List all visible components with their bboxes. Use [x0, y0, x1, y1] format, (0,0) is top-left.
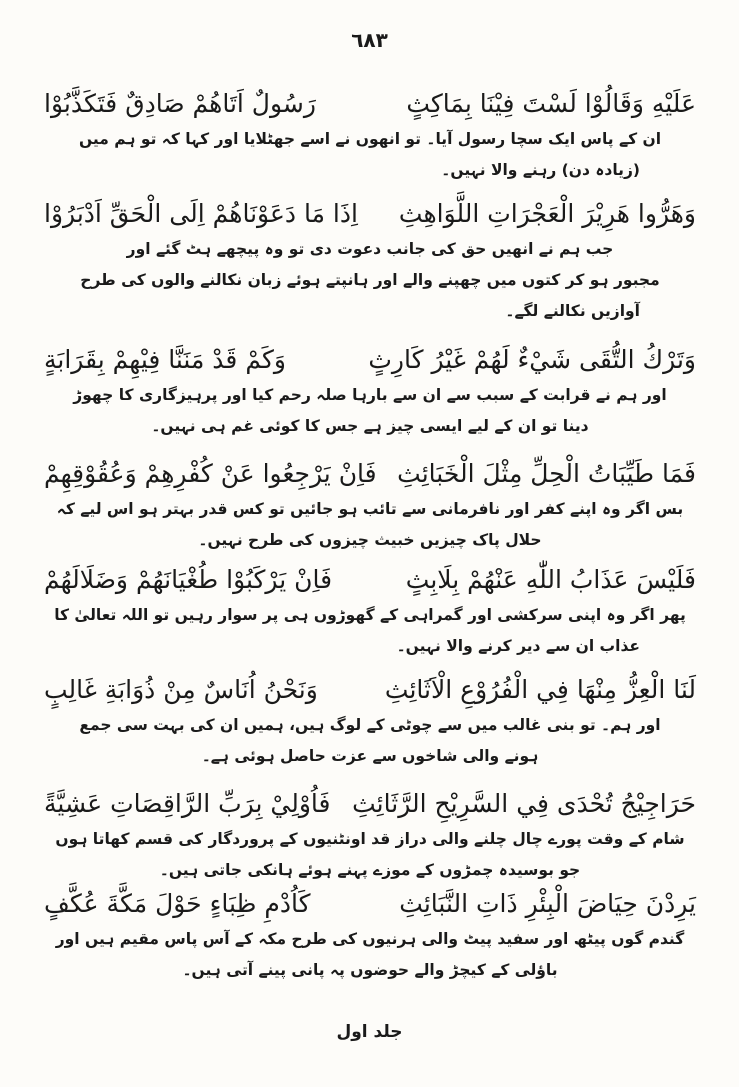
verse-couplet: [40, 84, 700, 124]
stanza-3: [40, 340, 700, 442]
verse-hemistich-second: لَنَا الْعِزُّ مِنْهَا فِي الْفُرُوْعِ الْاَثَائِثِ: [384, 675, 696, 704]
translation-line: عذاب ان سے دیر کرنے والا نہیں۔: [396, 637, 640, 655]
verse-hemistich-second: فَلَيْسَ عَذَابُ اللّٰهِ عَنْهُمْ بِلَابِثٍ: [405, 565, 696, 594]
stanza-6: [40, 670, 700, 772]
verse-hemistich-first: وَكَمْ قَدْ مَنَنَّا فِيْهِمْ بِقَرَابَةٍ: [44, 345, 286, 374]
translation-line: شام کے وقت پورے چال چلنے والی دراز قد اونٹنیوں کے پروردگار کی قسم کھاتا ہوں: [55, 830, 685, 848]
translation-line: پھر اگر وہ اپنی سرکشی اور گمراہی کے گھوڑوں ہی پر سوار رہیں تو اللہ تعالیٰ کا: [54, 606, 686, 624]
verse-hemistich-second: فَمَا طَيِّبَاتُ الْحِلِّ مِثْلَ الْخَبَائِثِ: [397, 459, 696, 488]
verse-hemistich-second: يَرِدْنَ حِيَاضَ الْبِئْرِ ذَاتِ النَّبَائِثِ: [399, 889, 696, 918]
stanza-8: [40, 884, 700, 986]
verse-hemistich-first: فَاُوْلِيْ بِرَبِّ الرَّاقِصَاتِ عَشِيَّةً: [44, 789, 331, 818]
translation-line: باؤلی کے کیچڑ والے حوضوں پہ پانی پینے آتی ہیں۔: [182, 961, 558, 979]
verse-hemistich-second: وَهَرُّوا هَرِيْرَ الْعَجْرَاتِ اللَّوَاهِثِ: [398, 199, 696, 228]
page-number: ٦٨٣: [351, 28, 388, 52]
verse-hemistich-first: كَاُدْمِ ظِبَاءٍ حَوْلَ مَكَّةَ عُكَّفٍ: [44, 889, 311, 918]
translation-line: ہونے والی شاخوں سے عزت حاصل ہوئی ہے۔: [201, 747, 539, 765]
volume-footer: جلد اول: [336, 1022, 403, 1042]
translation-line: اور ہم۔ تو بنی غالب میں سے چوٹی کے لوگ ہیں، ہمیں ان کی بہت سی جمع: [79, 716, 661, 734]
stanza-7: [40, 784, 700, 886]
stanza-2: [40, 194, 700, 327]
translation-line: بس اگر وہ اپنے کفر اور نافرمانی سے تائب ہو جائیں تو کس قدر بہتر ہو اس لیے کہ: [56, 500, 684, 518]
verse-hemistich-second: حَرَاجِيْجُ تُحْدَى فِي السَّرِيْحِ الرَّثَائِثِ: [352, 789, 696, 818]
translation-line: (زیادہ دن) رہنے والا نہیں۔: [441, 161, 640, 179]
verse-couplet: [40, 560, 700, 600]
verse-couplet: [40, 340, 700, 380]
stanza-5: [40, 560, 700, 662]
translation-line: اور ہم نے قرابت کے سبب سے ان سے بارہا صلہ رحم کیا اور پرہیزگاری کا چھوڑ: [73, 386, 667, 404]
verse-hemistich-first: رَسُولٌ اَتَاهُمْ صَادِقٌ فَتَكَذَّبُوْا: [44, 89, 316, 118]
stanza-1: [40, 84, 700, 186]
verse-couplet: [40, 784, 700, 824]
verse-couplet: [40, 670, 700, 710]
translation-line: دینا تو ان کے لیے ایسی چیز ہے جس کا کوئی غم ہی نہیں۔: [151, 417, 589, 435]
translation-line: حلال پاک چیزیں خبیث چیزوں کی طرح نہیں۔: [198, 531, 542, 549]
verse-couplet: [40, 194, 700, 234]
verse-hemistich-first: اِذَا مَا دَعَوْنَاهُمْ اِلَى الْحَقِّ اَدْبَرُوْا: [44, 199, 358, 228]
translation-line: گندم گوں پیٹھ اور سفید پیٹ والی ہرنیوں کی طرح مکہ کے آس پاس مقیم ہیں اور: [55, 930, 685, 948]
verse-couplet: [40, 884, 700, 924]
translation-line: مجبور ہو کر کتوں میں چھپنے والے اور ہانپتے ہوئے زبان نکالنے والوں کی طرح: [80, 271, 660, 289]
translation-line: ان کے پاس ایک سچا رسول آیا۔ تو انھوں نے اسے جھٹلایا اور کہا کہ تو ہم میں: [78, 130, 662, 148]
verse-couplet: [40, 454, 700, 494]
translation-line: جب ہم نے انھیں حق کی جانب دعوت دی تو وہ پیچھے ہٹ گئے اور: [126, 240, 614, 258]
translation-line: جو بوسیدہ چمڑوں کے موزے پہنے ہوئے ہانکی جاتی ہیں۔: [159, 861, 581, 879]
verse-hemistich-second: عَلَيْهِ وَقَالُوْا لَسْتَ فِيْنَا بِمَاكِثٍ: [406, 89, 696, 118]
verse-hemistich-first: وَنَحْنُ اُنَاسٌ مِنْ ذُوَابَةِ غَالِبٍ: [44, 675, 318, 704]
stanza-4: [40, 454, 700, 556]
verse-hemistich-first: فَاِنْ يَرْكَبُوْا طُغْيَانَهُمْ وَضَلَالَهُمْ: [44, 565, 333, 594]
verse-hemistich-first: فَاِنْ يَرْجِعُوا عَنْ كُفْرِهِمْ وَعُقُوْقِهِمْ: [44, 459, 377, 488]
verse-hemistich-second: وَتَرْكُ التُّقَى شَيْءٌ لَهُمْ غَيْرُ كَارِثٍ: [368, 345, 696, 374]
translation-line: آوازیں نکالنے لگے۔: [505, 302, 640, 320]
